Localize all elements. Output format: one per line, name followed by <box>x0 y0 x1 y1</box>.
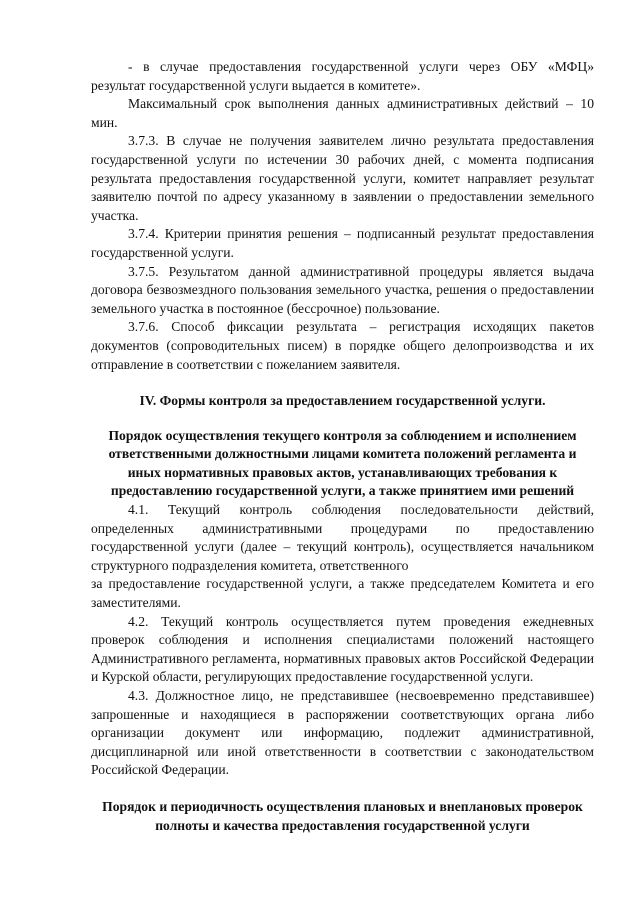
document-page <box>91 58 594 835</box>
paragraph-4-3: 4.3. Должностное лицо, не представившее (несвоевременно представившее) запрошенные и находящиеся в распоряжении соответствующих органа либо организации документ или информацию, подлежит административной, дисциплинарной или иной ответственности в соответствии с законодательством Российской Федерации. <box>91 688 594 778</box>
paragraph-4-2: 4.2. Текущий контроль осуществляется путем проведения ежедневных проверок соблюдения и исполнения специалистами положений настоящего Административного регламента, нормативных правовых актов Российской Федерации и Курской области, регулирующих предоставление государственной услуги. <box>91 613 594 685</box>
paragraph-4-1: 4.1. Текущий контроль соблюдения последовательности действий, определенных административными процедурами по предоставлению государственной услуги (далее – текущий контроль), осуществляется начальником структурного подразделения комитета, ответственного <box>91 502 594 573</box>
paragraph-3-7-4: 3.7.4. Критерии принятия решения – подписанный результат предоставления государственной услуги. <box>91 226 594 260</box>
subsection-title-current-control: Порядок осуществления текущего контроля за соблюдением и исполнением ответственными должностными лицами комитета положений регламента и иных нормативных правовых актов, устанавливающих требования к предоставлению государственной услуги, а также принятием ими решений <box>108 427 577 499</box>
paragraph-4-1-continuation: за предоставление государственной услуги, а также председателем Комитета и его заместителями. <box>91 576 594 611</box>
subsection-title-inspections: Порядок и периодичность осуществления плановых и внеплановых проверок полноты и качества предоставления государственной услуги <box>102 798 583 833</box>
paragraph-3-7-3: 3.7.3. В случае не получения заявителем лично результата предоставления государственной услуги по истечении 30 рабочих дней, с момента подписания результата предоставления государственной услуги, комитет направляет результат заявителю почтой по адресу указанному в заявлении о предоставлении земельного участка. <box>91 133 594 223</box>
spacer <box>91 780 594 798</box>
section-title-iv: IV. Формы контроля за предоставлением государственной услуги. <box>139 393 546 409</box>
paragraph-3-7-6: 3.7.6. Способ фиксации результата – регистрация исходящих пакетов документов (сопроводительных писем) в порядке общего делопроизводства и их отправление в соответствии с пожеланием заявителя. <box>91 319 594 372</box>
paragraph-max-duration: Максимальный срок выполнения данных административных действий – 10 мин. <box>91 96 594 130</box>
spacer <box>91 411 594 427</box>
spacer <box>91 374 594 392</box>
paragraph-3-7-5: 3.7.5. Результатом данной административной процедуры является выдача договора безвозмездного пользования земельного участка, решения о предоставлении земельного участка в постоянное (бессрочное) пользование. <box>91 263 594 316</box>
paragraph-mfc-result: - в случае предоставления государственной услуги через ОБУ «МФЦ» результат государственной услуги выдается в комитете». <box>91 59 594 93</box>
